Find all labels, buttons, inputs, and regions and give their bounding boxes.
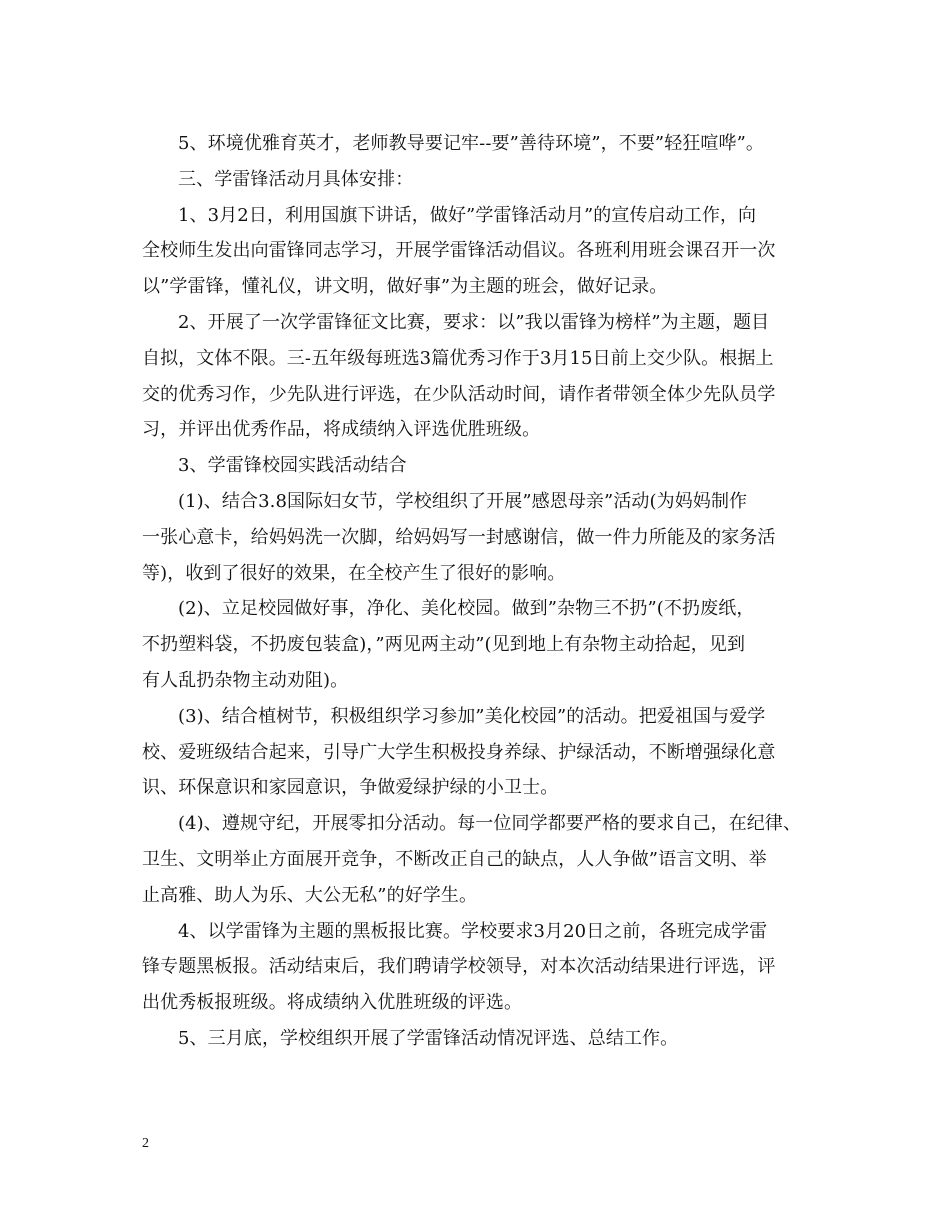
text-line: 习，并评出优秀作品，将成绩纳入评选优胜班级。 [142,419,541,441]
text-line: 3、学雷锋校园实践活动结合 [178,455,407,477]
text-line: 4、以学雷锋为主题的黑板报比赛。学校要求3月20日之前，各班完成学雷 [178,920,768,942]
text-line: (3)、结合植树节，积极组织学习参加”美化校园”的活动。把爱祖国与爱学 [178,705,766,727]
text-line: (4)、遵规守纪，开展零扣分活动。每一位同学都要严格的要求自己，在纪律、 [178,813,802,835]
text-line: 2、开展了一次学雷锋征文比赛，要求：以”我以雷锋为榜样”为主题，题目 [178,311,770,333]
text-line: 三、学雷锋活动月具体安排： [178,168,414,190]
text-line: 出优秀板报班级。将成绩纳入优胜班级的评选。 [142,992,523,1014]
document-body [0,126,950,1057]
text-line: 交的优秀习作，少先队进行评选，在少队活动时间，请作者带领全体少先队员学 [142,383,776,405]
text-line: 不扔塑料袋，不扔废包装盒)，”两见两主动”(见到地上有杂物主动拾起，见到 [142,634,746,656]
text-line: 全校师生发出向雷锋同志学习，开展学雷锋活动倡议。各班利用班会课召开一次 [142,240,776,262]
text-line: 止高雅、助人为乐、大公无私”的好学生。 [142,884,478,906]
text-line: (2)、立足校园做好事，净化、美化校园。做到”杂物三不扔”(不扔废纸， [178,598,755,620]
text-line: 一张心意卡，给妈妈洗一次脚，给妈妈写一封感谢信，做一件力所能及的家务活 [142,526,776,548]
text-line: 自拟，文体不限。三-五年级每班选3篇优秀习作于3月15日前上交少队。根据上 [142,347,774,369]
text-line: 锋专题黑板报。活动结束后，我们聘请学校领导，对本次活动结果进行评选，评 [142,956,776,978]
page-number: 2 [142,1136,149,1151]
text-line: 5、环境优雅育英才，老师教导要记牢--要”善待环境”，不要”轻狂喧哗”。 [178,133,765,154]
text-line: 1、3月2日，利用国旗下讲话，做好”学雷锋活动月”的宣传启动工作，向 [178,204,757,226]
text-line: 等)，收到了很好的效果，在全校产生了很好的影响。 [142,562,566,584]
text-line: 卫生、文明举止方面展开竞争，不断改正自己的缺点，人人争做”语言文明、举 [142,848,767,870]
text-line: 识、环保意识和家园意识，争做爱绿护绿的小卫士。 [142,777,559,799]
text-line: 5、三月底，学校组织开展了学雷锋活动情况评选、总结工作。 [178,1027,679,1049]
text-line: 以”学雷锋，懂礼仪，讲文明，做好事”为主题的班会，做好记录。 [142,276,668,298]
text-line: 有人乱扔杂物主动劝阻)。 [142,669,349,691]
text-line: 校、爱班级结合起来，引导广大学生积极投身养绿、护绿活动，不断增强绿化意 [142,741,776,763]
text-line: (1)、结合3.8国际妇女节，学校组织了开展”感恩母亲”活动(为妈妈制作 [178,490,748,512]
